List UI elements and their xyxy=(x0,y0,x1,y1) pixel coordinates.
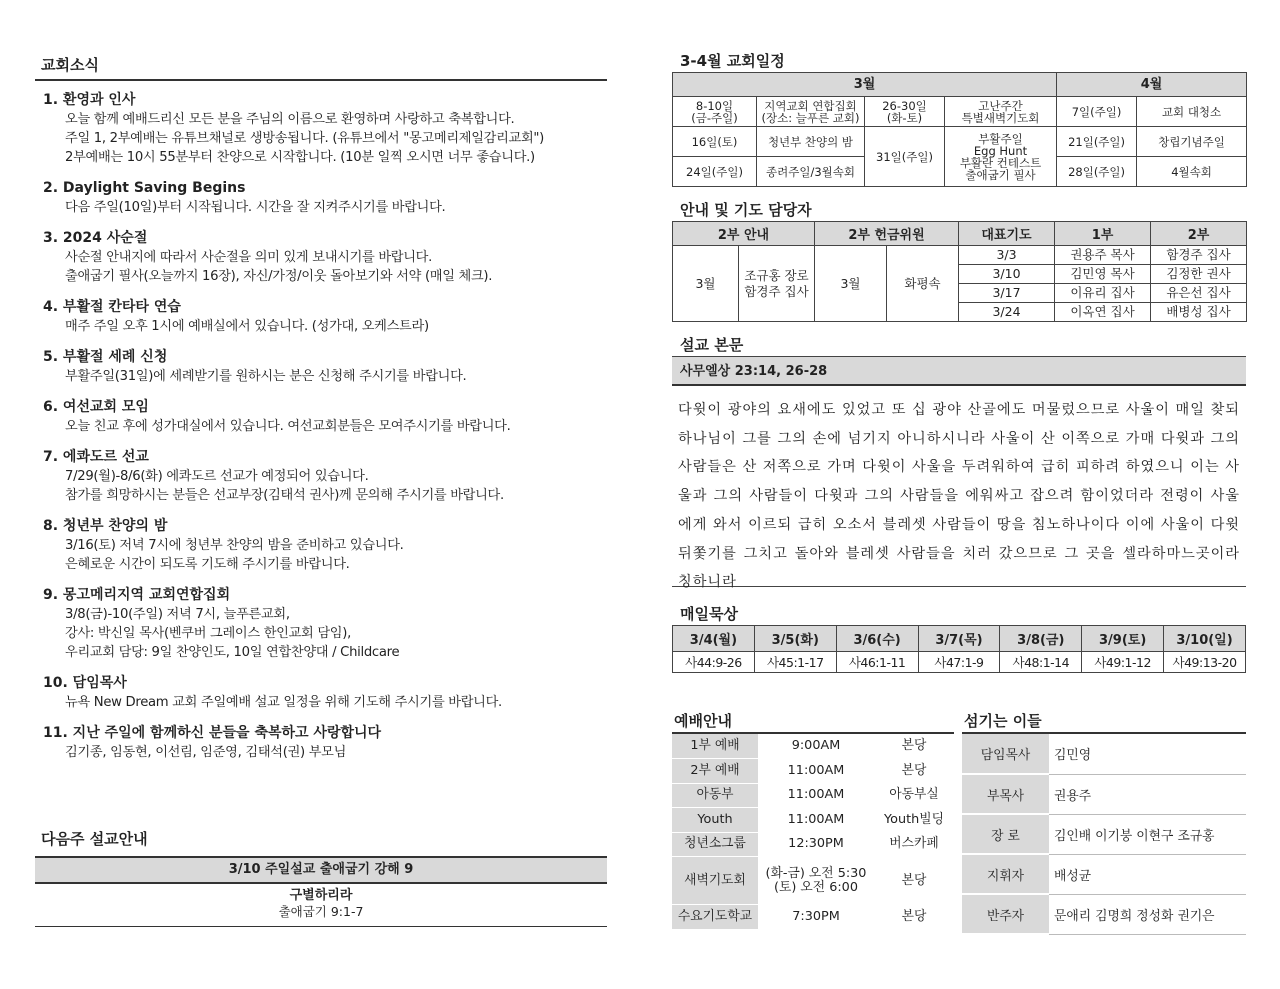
guide-cell: 3/17 xyxy=(959,284,1055,303)
worship-place: 본당 xyxy=(874,905,954,930)
worship-time: 7:30PM xyxy=(758,905,874,930)
schedule-cell: 4월속회 xyxy=(1137,157,1247,187)
devotion-date: 3/5(화) xyxy=(754,626,836,652)
devotion-date: 3/4(월) xyxy=(673,626,755,652)
news-item-head: 3. 2024 사순절 xyxy=(43,230,148,246)
sermon-passage: 사무엘상 23:14, 26-28 xyxy=(672,356,1246,386)
table-row xyxy=(672,783,954,808)
guide-table xyxy=(672,221,1247,322)
servers-section xyxy=(962,710,1246,935)
worship-name: 2부 예배 xyxy=(672,759,758,784)
news-item-line: 출애굽기 필사(오늘까지 16장), 자신/가정/이웃 돌아보기와 서약 (매일 체크). xyxy=(65,269,493,284)
server-role: 부목사 xyxy=(962,774,1049,814)
worship-name: 새벽기도회 xyxy=(672,857,758,905)
table-row xyxy=(672,905,954,930)
news-item-line: 7/29(월)-8/6(화) 에콰도르 선교가 예정되어 있습니다. xyxy=(65,469,369,484)
schedule-cell: 31일(주일) xyxy=(865,127,945,187)
schedule-cell: 교회 대청소 xyxy=(1137,97,1247,127)
divider xyxy=(672,586,1246,587)
right-column xyxy=(672,50,1246,924)
server-role: 지휘자 xyxy=(962,854,1049,894)
devotion-date: 3/6(수) xyxy=(836,626,918,652)
server-names: 배성균 xyxy=(1049,854,1246,894)
news-item-line: 2부예배는 10시 55분부터 찬양으로 시작합니다. (10분 일찍 오시면 너무 좋습니다.) xyxy=(65,150,535,165)
news-item-head: 8. 청년부 찬양의 밤 xyxy=(43,518,168,534)
news-item xyxy=(35,448,607,505)
devotion-date: 3/9(토) xyxy=(1082,626,1164,652)
worship-name: Youth xyxy=(672,808,758,833)
news-item xyxy=(35,724,607,762)
worship-place: 본당 xyxy=(874,759,954,784)
news-item-line: 매주 주일 오후 1시에 예배실에서 있습니다. (성가대, 오케스트라) xyxy=(65,319,429,334)
news-item-line: 부활주일(31일)에 세례받기를 원하시는 분은 신청해 주시기를 바랍니다. xyxy=(65,369,467,384)
server-role: 장 로 xyxy=(962,814,1049,854)
guide-cell: 유은선 집사 xyxy=(1151,284,1247,303)
guide-header: 2부 헌금위원 xyxy=(815,222,959,246)
schedule-cell: 종려주일/3월속회 xyxy=(757,157,865,187)
devotion-date: 3/8(금) xyxy=(1000,626,1082,652)
next-sermon-title: 다음주 설교안내 xyxy=(41,830,148,848)
worship-place: 본당 xyxy=(874,857,954,905)
news-item-head: 9. 몽고메리지역 교회연합집회 xyxy=(43,587,231,603)
table-row xyxy=(672,759,954,784)
table-row xyxy=(672,734,954,759)
devotion-passage: 사46:1-11 xyxy=(836,652,918,673)
guide-cell: 함경주 집사 xyxy=(1151,246,1247,265)
news-item xyxy=(35,298,607,336)
guide-header: 1부 xyxy=(1055,222,1151,246)
news-item-line: 오늘 함께 예배드리신 모든 분을 주님의 이름으로 환영하며 사랑하고 축복합니다. xyxy=(65,112,515,127)
table-row xyxy=(962,734,1246,774)
news-item-line: 3/16(토) 저녁 7시에 청년부 찬양의 밤을 준비하고 있습니다. xyxy=(65,538,404,553)
guide-cell: 3/24 xyxy=(959,303,1055,322)
news-item-head: 2. Daylight Saving Begins xyxy=(43,180,246,196)
schedule-cell: 24일(주일) xyxy=(673,157,757,187)
guide-month: 3월 xyxy=(673,246,739,322)
worship-time: 11:00AM xyxy=(758,759,874,784)
server-role: 반주자 xyxy=(962,894,1049,934)
devotion-date: 3/10(일) xyxy=(1164,626,1246,652)
schedule-cell: 7일(주일) xyxy=(1057,97,1137,127)
news-item xyxy=(35,517,607,574)
devotion-date: 3/7(목) xyxy=(918,626,1000,652)
devotion-table xyxy=(672,625,1246,673)
table-row xyxy=(962,814,1246,854)
schedule-table xyxy=(672,72,1247,187)
worship-name: 수요기도학교 xyxy=(672,905,758,930)
news-item-head: 5. 부활절 세례 신청 xyxy=(43,349,168,365)
news-item-line: 다음 주일(10일)부터 시작됩니다. 시간을 잘 지켜주시기를 바랍니다. xyxy=(65,200,446,215)
guide-ushers: 조규홍 장로 함경주 집사 xyxy=(739,246,815,322)
worship-time: 9:00AM xyxy=(758,734,874,759)
guide-cell: 이유리 집사 xyxy=(1055,284,1151,303)
news-item xyxy=(35,229,607,286)
guide-title: 안내 및 기도 담당자 xyxy=(680,201,812,219)
server-names: 김민영 xyxy=(1049,734,1246,774)
next-sermon-passage: 출애굽기 9:1-7 xyxy=(278,904,364,919)
next-sermon-header: 3/10 주일설교 출애굽기 강해 9 xyxy=(35,856,607,884)
news-item-head: 4. 부활절 칸타타 연습 xyxy=(43,299,181,315)
news-item-head: 11. 지난 주일에 함께하신 분들을 축복하고 사랑합니다 xyxy=(43,725,382,741)
news-item xyxy=(35,179,607,217)
worship-place: 아동부실 xyxy=(874,783,954,808)
next-sermon-name: 구별하리라 xyxy=(289,888,353,903)
guide-cell: 권용주 목사 xyxy=(1055,246,1151,265)
worship-place: 본당 xyxy=(874,734,954,759)
news-item xyxy=(35,91,607,167)
server-names: 권용주 xyxy=(1049,774,1246,814)
schedule-cell: 지역교회 연합집회 (장소: 늘푸른 교회) xyxy=(757,97,865,127)
news-item-line: 참가를 희망하시는 분들은 선교부장(김태석 권사)께 문의해 주시기를 바랍니다. xyxy=(65,488,504,503)
schedule-cell: 8-10일 (금-주일) xyxy=(673,97,757,127)
news-item xyxy=(35,586,607,662)
worship-time: 12:30PM xyxy=(758,832,874,857)
worship-section xyxy=(672,710,954,930)
worship-place: Youth빌딩 xyxy=(874,808,954,833)
schedule-cell: 고난주간 특별새벽기도회 xyxy=(945,97,1057,127)
schedule-cell: 16일(토) xyxy=(673,127,757,157)
schedule-title: 3-4월 교회일정 xyxy=(680,52,785,70)
server-role: 담임목사 xyxy=(962,734,1049,774)
news-item xyxy=(35,348,607,386)
worship-name: 1부 예배 xyxy=(672,734,758,759)
devotion-passage: 사48:1-14 xyxy=(1000,652,1082,673)
worship-time: 11:00AM xyxy=(758,783,874,808)
schedule-cell: 28일(주일) xyxy=(1057,157,1137,187)
table-row xyxy=(672,857,954,905)
news-item-line: 은혜로운 시간이 되도록 기도해 주시기를 바랍니다. xyxy=(65,557,350,572)
next-sermon-body xyxy=(35,884,607,926)
news-item-line: 강사: 박신일 목사(벤쿠버 그레이스 한인교회 담임), xyxy=(65,626,351,641)
table-row xyxy=(962,894,1246,934)
sermon-title: 설교 본문 xyxy=(680,336,744,354)
news-item-line: 주일 1, 2부예배는 유튜브채널로 생방송됩니다. (유튜브에서 "몽고메리제일감리교회") xyxy=(65,131,545,146)
table-row xyxy=(672,832,954,857)
worship-table xyxy=(672,734,954,930)
guide-header: 2부 안내 xyxy=(673,222,815,246)
server-names: 문애리 김명희 정성화 권기은 xyxy=(1049,894,1246,934)
server-names: 김인배 이기붕 이현구 조규홍 xyxy=(1049,814,1246,854)
news-item-line: 김기종, 임동현, 이선림, 임준영, 김태석(권) 부모님 xyxy=(65,745,347,760)
news-item-line: 뉴욕 New Dream 교회 주일예배 설교 일정을 위해 기도해 주시기를 바랍니다. xyxy=(65,695,502,710)
table-row xyxy=(672,808,954,833)
worship-place: 버스카페 xyxy=(874,832,954,857)
worship-name: 청년소그룹 xyxy=(672,832,758,857)
church-news-title: 교회소식 xyxy=(35,54,607,81)
guide-month: 3월 xyxy=(815,246,887,322)
guide-cell: 김민영 목사 xyxy=(1055,265,1151,284)
news-item-line: 우리교회 담당: 9일 찬양인도, 10일 연합찬양대 / Childcare xyxy=(65,645,400,660)
table-row xyxy=(673,246,1247,265)
church-news-list xyxy=(35,91,607,762)
guide-cell: 3/10 xyxy=(959,265,1055,284)
table-row xyxy=(673,652,1246,673)
devotion-title: 매일묵상 xyxy=(680,605,738,623)
devotion-passage: 사45:1-17 xyxy=(754,652,836,673)
news-item xyxy=(35,398,607,436)
devotion-passage: 사49:13-20 xyxy=(1164,652,1246,673)
guide-offering: 화평속 xyxy=(887,246,959,322)
news-item-head: 6. 여선교회 모임 xyxy=(43,399,149,415)
left-column xyxy=(35,50,607,919)
worship-title: 예배안내 xyxy=(672,710,954,734)
news-item xyxy=(35,674,607,712)
news-item-line: 오늘 친교 후에 성가대실에서 있습니다. 여선교회분들은 모여주시기를 바랍니다. xyxy=(65,419,511,434)
sermon-text: 다윗이 광야의 요새에도 있었고 또 십 광야 산골에도 머물렀으므로 사울이 매일 찾되 하나님이 그를 그의 손에 넘기지 아니하시니라 사울이 산 이쪽으로 가매 다윗과 그의 사람들은 산 저쪽으로 가며 다윗이 사울을 두려워하여 급히 피하려 하였으니 이는 사울과 그의 사람들이 다윗과 그의 사람들을 에워싸고 잡으려 함이었더라 전령이 사울에게 와서 이르되 급히 오소서 블레셋 사람들이 땅을 침노하나이다 이에 사울이 다윗 뒤쫓기를 그치고 돌아와 블레셋 사람들을 치러 갔으므로 그 곳을 셀라하마느곳이라 칭하니라 xyxy=(678,402,1240,591)
guide-header: 2부 xyxy=(1151,222,1247,246)
schedule-cell: 26-30일 (화-토) xyxy=(865,97,945,127)
servers-title: 섬기는 이들 xyxy=(962,710,1246,734)
table-row xyxy=(962,854,1246,894)
news-item-line: 사순절 안내지에 따라서 사순절을 의미 있게 보내시기를 바랍니다. xyxy=(65,250,432,265)
schedule-month-march: 3월 xyxy=(673,73,1057,97)
next-sermon-box xyxy=(35,856,607,927)
table-row xyxy=(673,97,1247,127)
guide-cell: 이옥연 집사 xyxy=(1055,303,1151,322)
schedule-cell: 21일(주일) xyxy=(1057,127,1137,157)
table-row xyxy=(673,127,1247,157)
schedule-cell: 창립기념주일 xyxy=(1137,127,1247,157)
worship-time: (화-금) 오전 5:30 (토) 오전 6:00 xyxy=(758,857,874,905)
table-row xyxy=(962,774,1246,814)
worship-name: 아동부 xyxy=(672,783,758,808)
news-item-head: 1. 환영과 인사 xyxy=(43,92,136,108)
news-item-line: 3/8(금)-10(주일) 저녁 7시, 늘푸른교회, xyxy=(65,607,290,622)
schedule-cell: 부활주일 Egg Hunt 부활란 컨테스트 출애굽기 필사 xyxy=(945,127,1057,187)
devotion-passage: 사47:1-9 xyxy=(918,652,1000,673)
guide-header: 대표기도 xyxy=(959,222,1055,246)
servers-table xyxy=(962,734,1246,935)
news-item-head: 10. 담임목사 xyxy=(43,675,127,691)
guide-cell: 김정한 권사 xyxy=(1151,265,1247,284)
news-item-head: 7. 에콰도르 선교 xyxy=(43,449,149,465)
devotion-passage: 사44:9-26 xyxy=(673,652,755,673)
devotion-passage: 사49:1-12 xyxy=(1082,652,1164,673)
schedule-cell: 청년부 찬양의 밤 xyxy=(757,127,865,157)
worship-time: 11:00AM xyxy=(758,808,874,833)
guide-cell: 배병성 집사 xyxy=(1151,303,1247,322)
schedule-month-april: 4월 xyxy=(1057,73,1247,97)
guide-cell: 3/3 xyxy=(959,246,1055,265)
